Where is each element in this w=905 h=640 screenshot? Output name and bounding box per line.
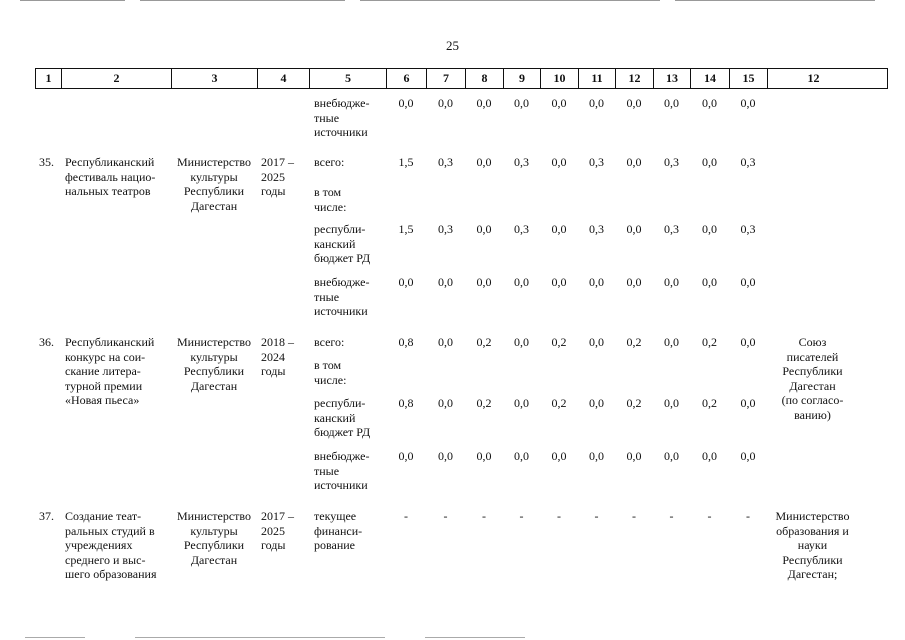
header-col-7: 7 (427, 69, 466, 88)
value-cell: 0,0 (476, 275, 492, 289)
implementation-period: 2017 – 2025 годы (261, 155, 294, 198)
value-cell: 0,3 (740, 155, 756, 169)
value-cell: 0,0 (626, 222, 642, 236)
value-cell: 0,0 (476, 96, 492, 110)
value-cell: 0,0 (702, 96, 717, 110)
value-cell: 0,3 (514, 155, 529, 169)
value-cell: 0,0 (740, 96, 756, 110)
value-cell: - (632, 509, 636, 523)
value-cell: 0,0 (551, 155, 567, 169)
value-cell: 0,0 (589, 96, 604, 110)
value-cell: 0,0 (702, 222, 717, 236)
top-rule-right (675, 0, 875, 1)
value-cell: 0,0 (438, 275, 453, 289)
funding-source-label: текущее финанси- рование (314, 509, 363, 552)
value-cell: 0,0 (551, 222, 567, 236)
value-cell: 0,0 (476, 222, 492, 236)
value-cell: 0,0 (626, 449, 642, 463)
value-cell: 0,0 (589, 449, 604, 463)
funding-source-label: в том числе: (314, 185, 347, 214)
value-cell: 0,0 (476, 449, 492, 463)
value-cell: 0,0 (626, 155, 642, 169)
value-cell: 0,0 (589, 275, 604, 289)
header-col-11: 11 (579, 69, 616, 88)
value-cell: 0,3 (664, 155, 679, 169)
implementation-period: 2018 – 2024 годы (261, 335, 294, 378)
executor-name: Министерство культуры Республики Дагестан (177, 155, 251, 213)
value-cell: 0,3 (664, 222, 679, 236)
value-cell: 0,0 (740, 335, 756, 349)
value-cell: 0,0 (398, 275, 414, 289)
top-rule-left (20, 0, 125, 1)
table-header-row (35, 68, 888, 89)
value-cell: 0,2 (626, 335, 642, 349)
header-col-14: 14 (691, 69, 730, 88)
value-cell: 0,3 (589, 222, 604, 236)
header-col-2: 2 (62, 69, 172, 88)
value-cell: - (519, 509, 524, 523)
header-col-12: 12 (616, 69, 654, 88)
value-cell: 0,3 (589, 155, 604, 169)
value-cell: 0,0 (626, 275, 642, 289)
co-executor: Министерство образования и науки Республики Дагестан; (775, 509, 850, 581)
header-col-6: 6 (387, 69, 427, 88)
value-cell: 0,3 (740, 222, 756, 236)
bottom-rule-left (25, 637, 85, 638)
funding-source-label: в том числе: (314, 358, 347, 387)
top-rule-mid (140, 0, 345, 1)
value-cell: 0,2 (476, 396, 492, 410)
header-col-1: 1 (36, 69, 62, 88)
value-cell: 0,0 (514, 275, 529, 289)
funding-source-label: внебюдже- тные источники (314, 449, 370, 492)
header-col-15: 15 (730, 69, 768, 88)
row-number: 35. (39, 155, 54, 169)
value-cell: 0,0 (702, 155, 717, 169)
bottom-rule-right (425, 637, 525, 638)
value-cell: 0,2 (476, 335, 492, 349)
value-cell: 1,5 (398, 222, 414, 236)
value-cell: 0,0 (551, 449, 567, 463)
funding-source-label: республи- канский бюджет РД (314, 222, 371, 265)
value-cell: - (746, 509, 750, 523)
funding-source-label: внебюдже- тные источники (314, 275, 370, 318)
executor-name: Министерство культуры Республики Дагестан (177, 335, 251, 393)
funding-source-label: внебюдже- тные источники (314, 96, 370, 139)
header-col-4: 4 (258, 69, 310, 88)
value-cell: 0,2 (551, 396, 567, 410)
co-executor: Союз писателей Республики Дагестан (по согласо- ванию) (781, 335, 844, 422)
header-col-8: 8 (466, 69, 504, 88)
value-cell: 0,0 (664, 449, 679, 463)
value-cell: 0,0 (438, 396, 453, 410)
value-cell: 0,3 (438, 155, 453, 169)
value-cell: 0,0 (514, 335, 529, 349)
header-col-9: 9 (504, 69, 541, 88)
bottom-rule-mid (135, 637, 385, 638)
value-cell: 0,0 (551, 275, 567, 289)
value-cell: 0,0 (589, 396, 604, 410)
value-cell: - (707, 509, 712, 523)
value-cell: 0,2 (551, 335, 567, 349)
value-cell: 0,0 (438, 449, 453, 463)
value-cell: - (443, 509, 448, 523)
value-cell: - (669, 509, 674, 523)
page-number: 25 (446, 38, 459, 53)
value-cell: 0,0 (438, 335, 453, 349)
value-cell: 0,0 (514, 449, 529, 463)
value-cell: 0,2 (626, 396, 642, 410)
value-cell: 0,0 (740, 449, 756, 463)
top-rule-center (360, 0, 660, 1)
funding-source-label: всего: (314, 335, 345, 349)
row-number: 36. (39, 335, 54, 349)
value-cell: 0,0 (589, 335, 604, 349)
value-cell: 0,0 (702, 449, 717, 463)
value-cell: - (404, 509, 408, 523)
value-cell: 0,3 (514, 222, 529, 236)
value-cell: 0,8 (398, 396, 414, 410)
value-cell: 0,0 (664, 335, 679, 349)
header-col-13: 13 (654, 69, 691, 88)
value-cell: 0,8 (398, 335, 414, 349)
value-cell: 0,0 (664, 275, 679, 289)
value-cell: 0,0 (626, 96, 642, 110)
value-cell: - (594, 509, 599, 523)
value-cell: - (557, 509, 561, 523)
value-cell: 0,0 (438, 96, 453, 110)
value-cell: 0,0 (476, 155, 492, 169)
value-cell: 0,0 (664, 96, 679, 110)
measure-name: Создание теат- ральных студий в учреждениях среднего и выс- шего образования (65, 509, 157, 581)
funding-source-label: всего: (314, 155, 345, 169)
value-cell: 0,3 (438, 222, 453, 236)
value-cell: 0,0 (398, 96, 414, 110)
value-cell: 0,0 (740, 275, 756, 289)
executor-name: Министерство культуры Республики Дагестан (177, 509, 251, 567)
header-col-5: 5 (310, 69, 387, 88)
row-number: 37. (39, 509, 54, 523)
value-cell: 0,2 (702, 396, 717, 410)
value-cell: 0,0 (514, 396, 529, 410)
measure-name: Республиканский конкурс на сои- скание литера- турной премии «Новая пьеса» (65, 335, 155, 407)
value-cell: 0,0 (514, 96, 529, 110)
header-col-10: 10 (541, 69, 579, 88)
value-cell: 1,5 (398, 155, 414, 169)
implementation-period: 2017 – 2025 годы (261, 509, 294, 552)
value-cell: 0,0 (740, 396, 756, 410)
value-cell: 0,0 (702, 275, 717, 289)
measure-name: Республиканский фестиваль нацио- нальных театров (65, 155, 156, 198)
value-cell: 0,0 (664, 396, 679, 410)
header-col-3: 3 (172, 69, 258, 88)
value-cell: - (482, 509, 486, 523)
header-col-16: 12 (807, 71, 820, 85)
value-cell: 0,2 (702, 335, 717, 349)
value-cell: 0,0 (551, 96, 567, 110)
funding-source-label: республи- канский бюджет РД (314, 396, 371, 439)
value-cell: 0,0 (398, 449, 414, 463)
